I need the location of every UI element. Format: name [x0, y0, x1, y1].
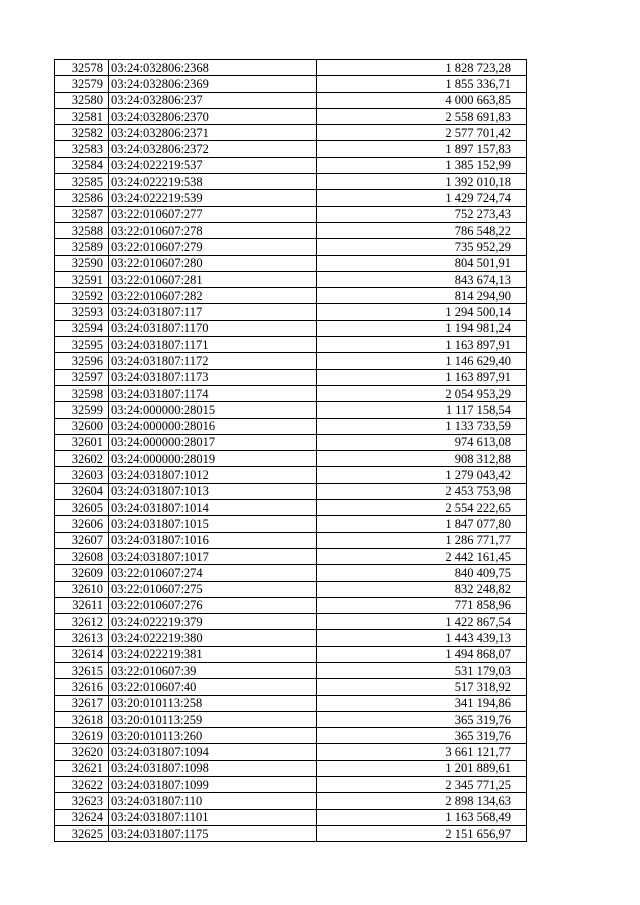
value-cell: 341 194,86	[317, 695, 527, 711]
row-number-cell: 32608	[55, 548, 109, 564]
value-cell: 1 163 897,91	[317, 337, 527, 353]
row-number-cell: 32604	[55, 483, 109, 499]
table-row	[55, 467, 527, 483]
cadastral-number-cell: 03:24:031807:1175	[109, 825, 317, 841]
cadastral-number-cell: 03:24:031807:110	[109, 793, 317, 809]
cadastral-number-cell: 03:24:031807:1099	[109, 777, 317, 793]
row-number-cell: 32603	[55, 467, 109, 483]
cadastral-number-cell: 03:24:031807:1174	[109, 385, 317, 401]
row-number-cell: 32584	[55, 157, 109, 173]
table-row	[55, 288, 527, 304]
cadastral-number-cell: 03:22:010607:276	[109, 597, 317, 613]
table-row	[55, 239, 527, 255]
table-row	[55, 777, 527, 793]
value-cell: 2 558 691,83	[317, 108, 527, 124]
row-number-cell: 32590	[55, 255, 109, 271]
value-cell: 1 133 733,59	[317, 418, 527, 434]
table-row	[55, 483, 527, 499]
cadastral-number-cell: 03:22:010607:39	[109, 662, 317, 678]
value-cell: 1 494 868,07	[317, 646, 527, 662]
row-number-cell: 32581	[55, 108, 109, 124]
row-number-cell: 32621	[55, 760, 109, 776]
row-number-cell: 32601	[55, 434, 109, 450]
row-number-cell: 32585	[55, 174, 109, 190]
cadastral-number-cell: 03:24:031807:1012	[109, 467, 317, 483]
cadastral-number-cell: 03:22:010607:279	[109, 239, 317, 255]
value-cell: 3 661 121,77	[317, 744, 527, 760]
table-row	[55, 222, 527, 238]
table-row	[55, 271, 527, 287]
value-cell: 1 286 771,77	[317, 532, 527, 548]
cadastral-number-cell: 03:24:031807:1173	[109, 369, 317, 385]
value-cell: 832 248,82	[317, 581, 527, 597]
cadastral-number-cell: 03:20:010113:258	[109, 695, 317, 711]
value-cell: 1 294 500,14	[317, 304, 527, 320]
row-number-cell: 32606	[55, 516, 109, 532]
table-row	[55, 825, 527, 841]
row-number-cell: 32620	[55, 744, 109, 760]
registry-table-body	[55, 60, 527, 842]
table-row	[55, 418, 527, 434]
table-row	[55, 402, 527, 418]
value-cell: 1 897 157,83	[317, 141, 527, 157]
cadastral-number-cell: 03:24:022219:538	[109, 174, 317, 190]
value-cell: 2 577 701,42	[317, 125, 527, 141]
row-number-cell: 32623	[55, 793, 109, 809]
table-row	[55, 711, 527, 727]
table-row	[55, 532, 527, 548]
cadastral-number-cell: 03:24:031807:1170	[109, 320, 317, 336]
row-number-cell: 32596	[55, 353, 109, 369]
value-cell: 365 319,76	[317, 728, 527, 744]
cadastral-number-cell: 03:24:032806:2372	[109, 141, 317, 157]
value-cell: 365 319,76	[317, 711, 527, 727]
table-row	[55, 369, 527, 385]
row-number-cell: 32618	[55, 711, 109, 727]
row-number-cell: 32622	[55, 777, 109, 793]
table-row	[55, 548, 527, 564]
value-cell: 2 442 161,45	[317, 548, 527, 564]
cadastral-number-cell: 03:24:022219:539	[109, 190, 317, 206]
cadastral-number-cell: 03:24:022219:381	[109, 646, 317, 662]
value-cell: 2 054 953,29	[317, 385, 527, 401]
cadastral-number-cell: 03:24:031807:1017	[109, 548, 317, 564]
value-cell: 1 194 981,24	[317, 320, 527, 336]
cadastral-number-cell: 03:24:031807:1098	[109, 760, 317, 776]
cadastral-number-cell: 03:24:000000:28019	[109, 451, 317, 467]
table-row	[55, 385, 527, 401]
value-cell: 2 453 753,98	[317, 483, 527, 499]
value-cell: 1 163 897,91	[317, 369, 527, 385]
cadastral-number-cell: 03:24:031807:1101	[109, 809, 317, 825]
cadastral-number-cell: 03:24:032806:2371	[109, 125, 317, 141]
row-number-cell: 32595	[55, 337, 109, 353]
value-cell: 531 179,03	[317, 662, 527, 678]
cadastral-number-cell: 03:24:031807:1015	[109, 516, 317, 532]
cadastral-number-cell: 03:22:010607:280	[109, 255, 317, 271]
row-number-cell: 32612	[55, 614, 109, 630]
cadastral-number-cell: 03:24:031807:1172	[109, 353, 317, 369]
table-row	[55, 76, 527, 92]
registry-table	[54, 59, 527, 842]
table-row	[55, 646, 527, 662]
value-cell: 804 501,91	[317, 255, 527, 271]
value-cell: 2 554 222,65	[317, 500, 527, 516]
value-cell: 1 146 629,40	[317, 353, 527, 369]
value-cell: 1 443 439,13	[317, 630, 527, 646]
table-row	[55, 125, 527, 141]
table-row	[55, 500, 527, 516]
value-cell: 1 422 867,54	[317, 614, 527, 630]
cadastral-number-cell: 03:24:000000:28017	[109, 434, 317, 450]
table-row	[55, 809, 527, 825]
table-row	[55, 744, 527, 760]
value-cell: 908 312,88	[317, 451, 527, 467]
value-cell: 1 828 723,28	[317, 60, 527, 76]
table-row	[55, 255, 527, 271]
cadastral-number-cell: 03:24:022219:379	[109, 614, 317, 630]
table-row	[55, 353, 527, 369]
value-cell: 814 294,90	[317, 288, 527, 304]
row-number-cell: 32625	[55, 825, 109, 841]
table-row	[55, 565, 527, 581]
row-number-cell: 32613	[55, 630, 109, 646]
cadastral-number-cell: 03:24:022219:380	[109, 630, 317, 646]
value-cell: 840 409,75	[317, 565, 527, 581]
table-row	[55, 597, 527, 613]
cadastral-number-cell: 03:22:010607:277	[109, 206, 317, 222]
table-row	[55, 728, 527, 744]
table-row	[55, 174, 527, 190]
cadastral-number-cell: 03:24:031807:1171	[109, 337, 317, 353]
table-row	[55, 451, 527, 467]
cadastral-number-cell: 03:20:010113:260	[109, 728, 317, 744]
row-number-cell: 32614	[55, 646, 109, 662]
cadastral-number-cell: 03:24:031807:117	[109, 304, 317, 320]
cadastral-number-cell: 03:22:010607:282	[109, 288, 317, 304]
row-number-cell: 32579	[55, 76, 109, 92]
value-cell: 1 163 568,49	[317, 809, 527, 825]
table-row	[55, 662, 527, 678]
table-row	[55, 320, 527, 336]
value-cell: 1 201 889,61	[317, 760, 527, 776]
row-number-cell: 32593	[55, 304, 109, 320]
value-cell: 517 318,92	[317, 679, 527, 695]
table-row	[55, 434, 527, 450]
value-cell: 2 151 656,97	[317, 825, 527, 841]
row-number-cell: 32586	[55, 190, 109, 206]
value-cell: 1 385 152,99	[317, 157, 527, 173]
cadastral-number-cell: 03:22:010607:275	[109, 581, 317, 597]
row-number-cell: 32587	[55, 206, 109, 222]
row-number-cell: 32578	[55, 60, 109, 76]
table-row	[55, 190, 527, 206]
table-row	[55, 760, 527, 776]
row-number-cell: 32580	[55, 92, 109, 108]
table-row	[55, 304, 527, 320]
row-number-cell: 32582	[55, 125, 109, 141]
cadastral-number-cell: 03:24:031807:1014	[109, 500, 317, 516]
row-number-cell: 32589	[55, 239, 109, 255]
row-number-cell: 32597	[55, 369, 109, 385]
table-row	[55, 516, 527, 532]
table-row	[55, 337, 527, 353]
value-cell: 1 847 077,80	[317, 516, 527, 532]
row-number-cell: 32610	[55, 581, 109, 597]
cadastral-number-cell: 03:22:010607:274	[109, 565, 317, 581]
cadastral-number-cell: 03:24:032806:2368	[109, 60, 317, 76]
cadastral-number-cell: 03:22:010607:278	[109, 222, 317, 238]
table-row	[55, 60, 527, 76]
cadastral-number-cell: 03:24:031807:1016	[109, 532, 317, 548]
row-number-cell: 32611	[55, 597, 109, 613]
row-number-cell: 32594	[55, 320, 109, 336]
row-number-cell: 32583	[55, 141, 109, 157]
row-number-cell: 32607	[55, 532, 109, 548]
row-number-cell: 32617	[55, 695, 109, 711]
cadastral-number-cell: 03:20:010113:259	[109, 711, 317, 727]
value-cell: 2 898 134,63	[317, 793, 527, 809]
table-row	[55, 581, 527, 597]
cadastral-number-cell: 03:24:032806:237	[109, 92, 317, 108]
cadastral-number-cell: 03:24:000000:28016	[109, 418, 317, 434]
table-row	[55, 695, 527, 711]
table-row	[55, 793, 527, 809]
table-row	[55, 614, 527, 630]
value-cell: 752 273,43	[317, 206, 527, 222]
row-number-cell: 32615	[55, 662, 109, 678]
row-number-cell: 32616	[55, 679, 109, 695]
row-number-cell: 32619	[55, 728, 109, 744]
table-row	[55, 108, 527, 124]
cadastral-number-cell: 03:24:022219:537	[109, 157, 317, 173]
value-cell: 1 117 158,54	[317, 402, 527, 418]
cadastral-number-cell: 03:24:032806:2370	[109, 108, 317, 124]
row-number-cell: 32602	[55, 451, 109, 467]
table-row	[55, 92, 527, 108]
value-cell: 1 429 724,74	[317, 190, 527, 206]
value-cell: 2 345 771,25	[317, 777, 527, 793]
cadastral-number-cell: 03:22:010607:281	[109, 271, 317, 287]
table-row	[55, 141, 527, 157]
row-number-cell: 32591	[55, 271, 109, 287]
row-number-cell: 32605	[55, 500, 109, 516]
row-number-cell: 32624	[55, 809, 109, 825]
row-number-cell: 32609	[55, 565, 109, 581]
value-cell: 974 613,08	[317, 434, 527, 450]
cadastral-number-cell: 03:24:000000:28015	[109, 402, 317, 418]
row-number-cell: 32588	[55, 222, 109, 238]
row-number-cell: 32592	[55, 288, 109, 304]
value-cell: 771 858,96	[317, 597, 527, 613]
table-row	[55, 679, 527, 695]
value-cell: 1 855 336,71	[317, 76, 527, 92]
table-row	[55, 630, 527, 646]
row-number-cell: 32600	[55, 418, 109, 434]
value-cell: 786 548,22	[317, 222, 527, 238]
value-cell: 735 952,29	[317, 239, 527, 255]
value-cell: 1 279 043,42	[317, 467, 527, 483]
value-cell: 843 674,13	[317, 271, 527, 287]
cadastral-number-cell: 03:24:031807:1013	[109, 483, 317, 499]
cadastral-number-cell: 03:24:032806:2369	[109, 76, 317, 92]
value-cell: 4 000 663,85	[317, 92, 527, 108]
cadastral-number-cell: 03:22:010607:40	[109, 679, 317, 695]
table-row	[55, 157, 527, 173]
table-row	[55, 206, 527, 222]
cadastral-number-cell: 03:24:031807:1094	[109, 744, 317, 760]
row-number-cell: 32599	[55, 402, 109, 418]
value-cell: 1 392 010,18	[317, 174, 527, 190]
row-number-cell: 32598	[55, 385, 109, 401]
